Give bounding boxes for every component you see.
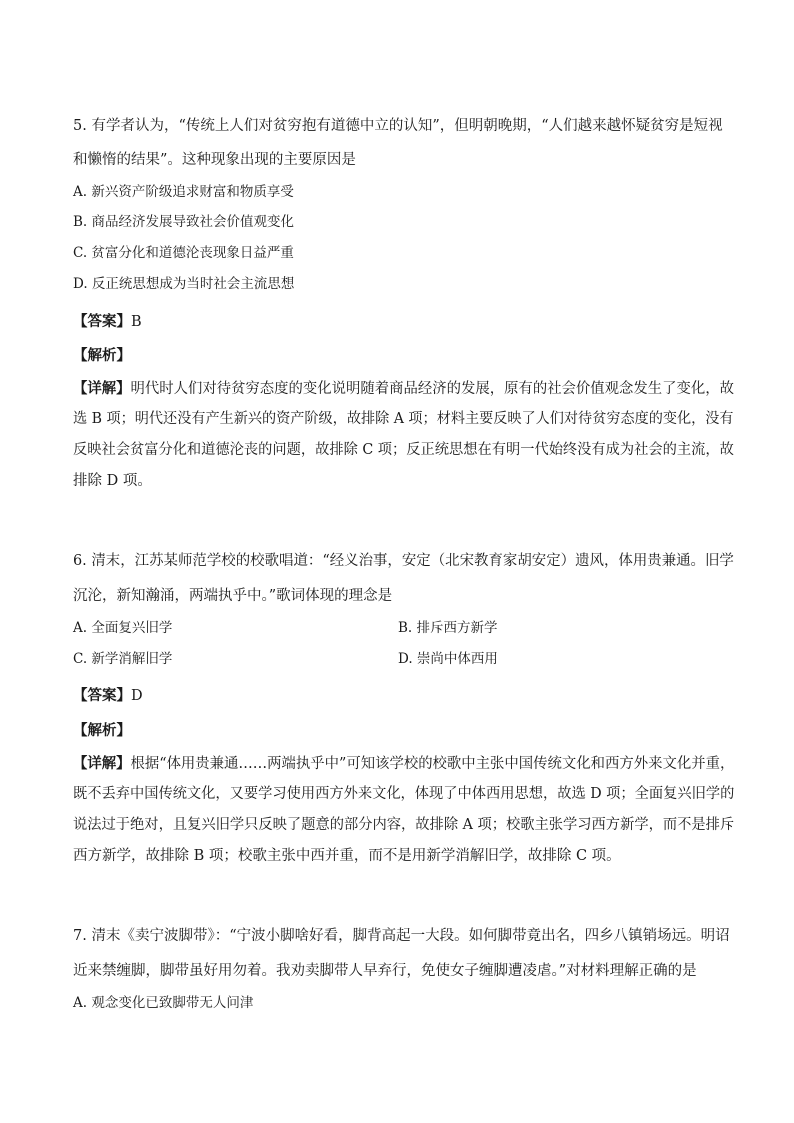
q5-stem-line-2: 和懒惰的结果”。这种现象出现的主要原因是 bbox=[73, 152, 356, 168]
q6-detail-line-2: 既不丢弃中国传统文化，又要学习使用西方外来文化，体现了中体西用思想，故选 D 项；全面复兴旧学的 bbox=[73, 786, 735, 802]
answer-value: B bbox=[131, 314, 142, 330]
q6-detail-line-1: 【详解】根据“体用贵兼通……两端执乎中”可知该学校的校歌中主张中国传统文化和西方外来文化并重， bbox=[73, 755, 735, 772]
answer-tag: 【答案】 bbox=[73, 687, 131, 704]
q5-option-b: B. 商品经济发展导致社会价值观变化 bbox=[73, 214, 295, 230]
q5-option-c: C. 贫富分化和道德沦丧现象日益严重 bbox=[73, 245, 294, 261]
q6-detail-line-3: 说法过于绝对，且复兴旧学只反映了题意的部分内容，故排除 A 项；校歌主张学习西方新学，而不是排斥 bbox=[73, 817, 735, 833]
q6-option-b: B. 排斥西方新学 bbox=[398, 620, 498, 636]
q6-option-c: C. 新学消解旧学 bbox=[73, 651, 173, 667]
q5-option-d: D. 反正统思想成为当时社会主流思想 bbox=[73, 276, 295, 292]
q6-answer bbox=[73, 686, 143, 706]
q5-detail-line-1: 【详解】明代时人们对待贫穷态度的变化说明随着商品经济的发展，原有的社会价值观念发生了变化，故 bbox=[73, 380, 734, 397]
detail-tag: 【详解】 bbox=[73, 380, 131, 397]
q6-analysis-tag: 【解析】 bbox=[73, 722, 131, 739]
q5-detail-line-3: 反映社会贫富分化和道德沦丧的问题，故排除 C 项；反正统思想在有明一代始终没有成为社会的主流，故 bbox=[73, 442, 734, 458]
q6-detail-line-4: 西方新学，故排除 B 项；校歌主张中西并重，而不是用新学消解旧学，故排除 C 项。 bbox=[73, 848, 621, 864]
q6-stem-line-1: 6. 清末，江苏某师范学校的校歌唱道：“经义治事，安定（北宋教育家胡安定）遗风，体用贵兼通。旧学 bbox=[73, 553, 734, 569]
q5-option-a: A. 新兴资产阶级追求财富和物质享受 bbox=[73, 184, 294, 200]
q7-stem-line-1: 7. 清末《卖宁波脚带》：“宁波小脚啥好看，脚背高起一大段。如何脚带竟出名，四乡八镇销场远。明诏 bbox=[73, 928, 730, 944]
answer-tag: 【答案】 bbox=[73, 313, 131, 330]
q5-detail-line-4: 排除 D 项。 bbox=[73, 473, 152, 489]
q6-stem-line-2: 沉沦，新知瀚涌，两端执乎中。”歌词体现的理念是 bbox=[73, 588, 393, 604]
q7-stem-line-2: 近来禁缠脚，脚带虽好用勿着。我劝卖脚带人早弃行，免使女子缠脚遭凌虐。”对材料理解正确的是 bbox=[73, 963, 697, 979]
q5-answer bbox=[73, 312, 142, 332]
q6-option-d: D. 崇尚中体西用 bbox=[398, 651, 498, 667]
q5-analysis-tag: 【解析】 bbox=[73, 347, 131, 364]
q6-option-a: A. 全面复兴旧学 bbox=[73, 620, 173, 636]
answer-value: D bbox=[131, 688, 143, 704]
q7-option-a: A. 观念变化已致脚带无人问津 bbox=[73, 995, 254, 1011]
q5-detail-line-2: 选 B 项；明代还没有产生新兴的资产阶级，故排除 A 项；材料主要反映了人们对待贫穷态度的变化，没有 bbox=[73, 411, 734, 427]
q5-stem-line-1: 5. 有学者认为，“传统上人们对贫穷抱有道德中立的认知”，但明朝晚期，“人们越来越怀疑贫穷是短视 bbox=[73, 118, 723, 134]
detail-tag: 【详解】 bbox=[73, 755, 131, 772]
